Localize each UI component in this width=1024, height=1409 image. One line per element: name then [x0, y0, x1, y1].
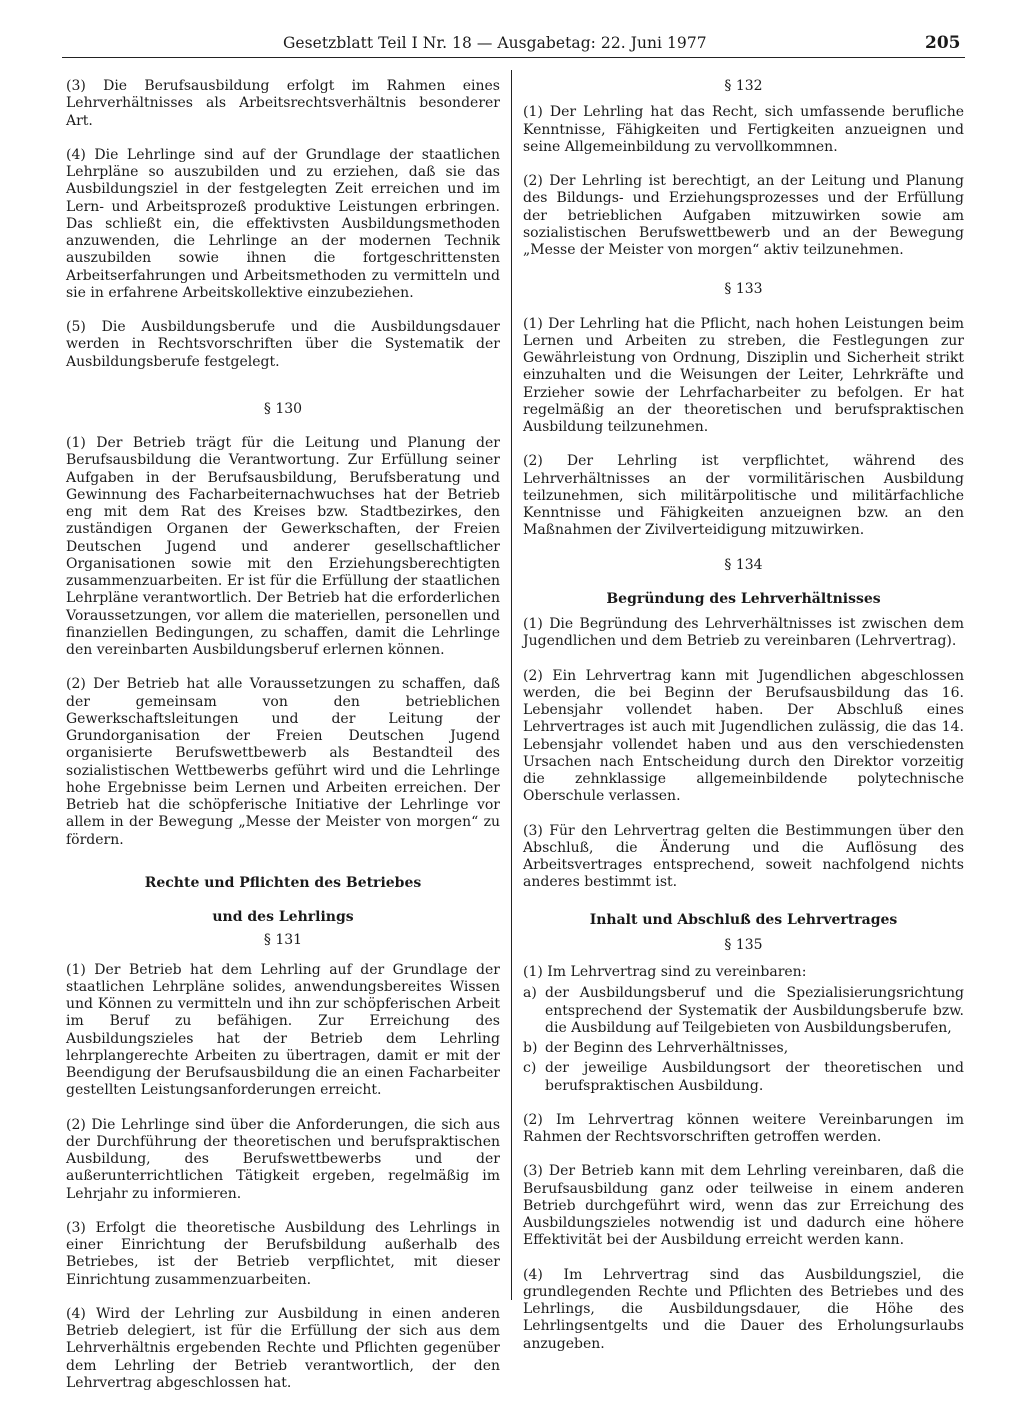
list-item: [523, 1040, 964, 1057]
paragraph-132-1: (1) Der Lehrling hat das Recht, sich umfassende berufliche Kenntnisse, Fähigkeiten und Fertigkeiten anzueignen und seine Allgemeinbildung zu vervollkommnen.: [523, 104, 964, 155]
page-header: [0, 34, 1024, 54]
paragraph-131-3: (3) Erfolgt die theoretische Ausbildung des Lehrlings in einer Einrichtung der Berufsbildung außerhalb des Betriebes, ist der Betrieb verpflichtet, mit dieser Einrichtung zusammenzuarbeiten.: [66, 1219, 500, 1288]
list-item: [523, 985, 964, 1037]
list-item-label: a): [523, 985, 537, 1002]
paragraph-130-1: (1) Der Betrieb trägt für die Leitung und Planung der Berufsausbildung die Verantwortung. Zur Erfüllung seiner Aufgaben in der Berufsausbildung, Berufsberatung und Gewinnung des Facharbeiternachwuchses hat der Betrieb eng mit dem Rat des Kreises bzw. Stadtbezirkes, den zuständigen Organen der Gewerkschaften, der Freien Deutschen Jugend und anderer gesellschaftlicher Organisationen sowie mit den Erziehungsberechtigten zusammenzuarbeiten. Er ist für die Erfüllung der staatlichen Lehrpläne verantwortlich. Der Betrieb hat die erforderlichen Voraussetzungen, vor allem die materiellen, personellen und finanziellen Bedingungen, zu schaffen, damit die Lehrlinge den vereinbarten Ausbildungsberuf erlernen können.: [66, 435, 500, 658]
paragraph-131-2: (2) Die Lehrlinge sind über die Anforderungen, die sich aus der Durchführung der theoretischen und berufspraktischen Ausbildung, des Berufswettbewerbs und der außerunterrichtlichen Tätigkeit ergeben, regelmäßig im Lehrjahr zu informieren.: [66, 1116, 500, 1202]
right-column: [523, 78, 964, 1370]
paragraph-129-3: (3) Die Berufsausbildung erfolgt im Rahmen eines Lehrverhältnisses als Arbeitsrechtsverhältnis besonderer Art.: [66, 78, 500, 129]
list-item-label: c): [523, 1060, 537, 1077]
list-item-text: der Beginn des Lehrverhältnisses,: [545, 1040, 789, 1056]
section-135-heading: § 135: [724, 936, 763, 953]
paragraph-134-3: (3) Für den Lehrvertrag gelten die Bestimmungen über den Abschluß, die Änderung und die Auflösung des Arbeitsvertrages entsprechend, soweit nachfolgend nichts anderes bestimmt ist.: [523, 822, 964, 891]
section-132-heading: § 132: [724, 78, 763, 94]
page-number: 205: [925, 33, 961, 53]
list-item-label: b): [523, 1040, 538, 1056]
gazette-title: Gesetzblatt Teil I Nr. 18 — Ausgabetag: 22. Juni 1977: [283, 34, 707, 52]
section-130-heading: § 130: [263, 400, 303, 417]
left-column: [66, 78, 500, 1409]
list-item-text: der jeweilige Ausbildungsort der theoretischen und berufspraktischen Ausbildung.: [545, 1060, 964, 1094]
header-rule: [62, 57, 965, 58]
column-divider: [511, 70, 512, 1300]
paragraph-135-1: (1) Im Lehrvertrag sind zu vereinbaren:: [523, 964, 807, 980]
heading-134: Begründung des Lehrverhältnisses: [606, 590, 881, 607]
heading-135: Inhalt und Abschluß des Lehrvertrages: [589, 911, 898, 928]
section-134-heading: § 134: [724, 556, 763, 573]
list-item-text: der Ausbildungsberuf und die Spezialisierungsrichtung entsprechend der Systematik der Ausbildungsberufe bzw. die Ausbildung auf Teilgebieten von Ausbildungsberufen,: [545, 985, 964, 1036]
paragraph-135-2: (2) Im Lehrvertrag können weitere Vereinbarungen im Rahmen der Rechtsvorschriften getroffen werden.: [523, 1111, 964, 1145]
paragraph-134-2: (2) Ein Lehrvertrag kann mit Jugendlichen abgeschlossen werden, die bei Beginn der Berufsausbildung das 16. Lebensjahr vollendet haben. Der Abschluß eines Lehrvertrages ist auch mit Jugendlichen zulässig, die das 14. Lebensjahr vollendet haben und aus den verschiedensten Ursachen nach Entscheidung durch den Direktor vorzeitig die zehnklassige allgemeinbildende polytechnische Oberschule verlassen.: [523, 667, 964, 805]
paragraph-132-2: (2) Der Lehrling ist berechtigt, an der Leitung und Planung des Bildungs- und Erziehungsprozesses und der Erfüllung der betrieblichen Aufgaben mitzuwirken sowie am sozialistischen Berufswettbewerb und an der Bewegung „Messe der Meister von morgen“ aktiv teilzunehmen.: [523, 173, 964, 258]
paragraph-131-4: (4) Wird der Lehrling zur Ausbildung in einen anderen Betrieb delegiert, ist für die Erfüllung der sich aus dem Lehrverhältnis ergebenden Rechte und Pflichten gegenüber dem Lehrling der Betrieb verantwortlich, der den Lehrvertrag abgeschlossen hat.: [66, 1305, 500, 1391]
paragraph-133-2: (2) Der Lehrling ist verpflichtet, während des Lehrverhältnisses an der vormilitärischen Ausbildung teilzunehmen, sich militärpolitische und militärfachliche Kenntnisse und Fähigkeiten anzueignen bzw. an den Maßnahmen der Zivilverteidigung mitzuwirken.: [523, 453, 964, 539]
heading-rechte-line-1: Rechte und Pflichten des Betriebes: [144, 874, 422, 891]
paragraph-135-3: (3) Der Betrieb kann mit dem Lehrling vereinbaren, daß die Berufsausbildung ganz oder teilweise in einem anderen Betrieb durchgeführt wird, wenn das zur Erreichung des Ausbildungszieles notwendig ist und dadurch eine höhere Effektivität bei der Ausbildung erreicht werden kann.: [523, 1163, 964, 1249]
paragraph-129-4: (4) Die Lehrlinge sind auf der Grundlage der staatlichen Lehrpläne so auszubilden und zu erziehen, daß sie das Ausbildungsziel in der festgelegten Zeit erreichen und im Lern- und Arbeitsprozeß produktive Leistungen erbringen. Das schließt ein, die effektivsten Ausbildungsmethoden anzuwenden, die Lehrlinge an der modernen Technik auszubilden sowie ihnen die fortgeschrittensten Arbeitserfahrungen und Arbeitsmethoden zu vermitteln und sie in erfahrene Arbeitskollektive einzubeziehen.: [66, 146, 500, 301]
paragraph-134-1: (1) Die Begründung des Lehrverhältnisses ist zwischen dem Jugendlichen und dem Betrieb zu vereinbaren (Lehrvertrag).: [523, 616, 964, 650]
list-item: [523, 1060, 964, 1095]
paragraph-131-1: (1) Der Betrieb hat dem Lehrling auf der Grundlage der staatlichen Lehrpläne solides, anwendungsbereites Wissen und Können zu vermitteln und ihn zur schöpferischen Arbeit im Beruf zu befähigen. Zur Erreichung des Ausbildungszieles hat der Betrieb dem Lehrling lehrplangerechte Arbeiten zu übertragen, damit er mit der Beendigung der Berufsausbildung die an einen Facharbeiter gestellten Leistungsanforderungen erreicht.: [66, 961, 500, 1099]
section-133-heading: § 133: [724, 281, 763, 298]
paragraph-130-2: (2) Der Betrieb hat alle Voraussetzungen zu schaffen, daß der gemeinsam von den betrieblichen Gewerkschaftsleitungen und der Leitung der Grundorganisation der Freien Deutschen Jugend organisierte Berufswettbewerb als Bestandteil des sozialistischen Wettbewerbs geführt wird und die Lehrlinge hohe Ergebnisse beim Lernen und Arbeiten erreichen. Der Betrieb hat die schöpferische Initiative der Lehrlinge vor allem in der Bewegung „Messe der Meister von morgen“ zu fördern.: [66, 676, 500, 848]
paragraph-133-1: (1) Der Lehrling hat die Pflicht, nach hohen Leistungen beim Lernen und Arbeiten zu streben, die Festlegungen zur Gewährleistung von Ordnung, Disziplin und Sicherheit strikt einzuhalten und die Weisungen der Leiter, Lehrkräfte und Erzieher sowie der Lehrfacharbeiter zu befolgen. Er hat regelmäßig an der theoretischen und berufspraktischen Ausbildung teilzunehmen.: [523, 315, 964, 435]
heading-rechte-line-2: und des Lehrlings: [212, 909, 354, 925]
list-135: [523, 985, 964, 1095]
paragraph-129-5: (5) Die Ausbildungsberufe und die Ausbildungsdauer werden in Rechtsvorschriften über die Systematik der Ausbildungsberufe festgelegt.: [66, 319, 500, 370]
section-131-heading: § 131: [263, 932, 303, 949]
paragraph-135-4: (4) Im Lehrvertrag sind das Ausbildungsziel, die grundlegenden Rechte und Pflichten des Betriebes und des Lehrlings, die Ausbildungsdauer, die Höhe des Lehrlingsentgelts und die Dauer des Erholungsurlaubs anzugeben.: [523, 1266, 964, 1352]
